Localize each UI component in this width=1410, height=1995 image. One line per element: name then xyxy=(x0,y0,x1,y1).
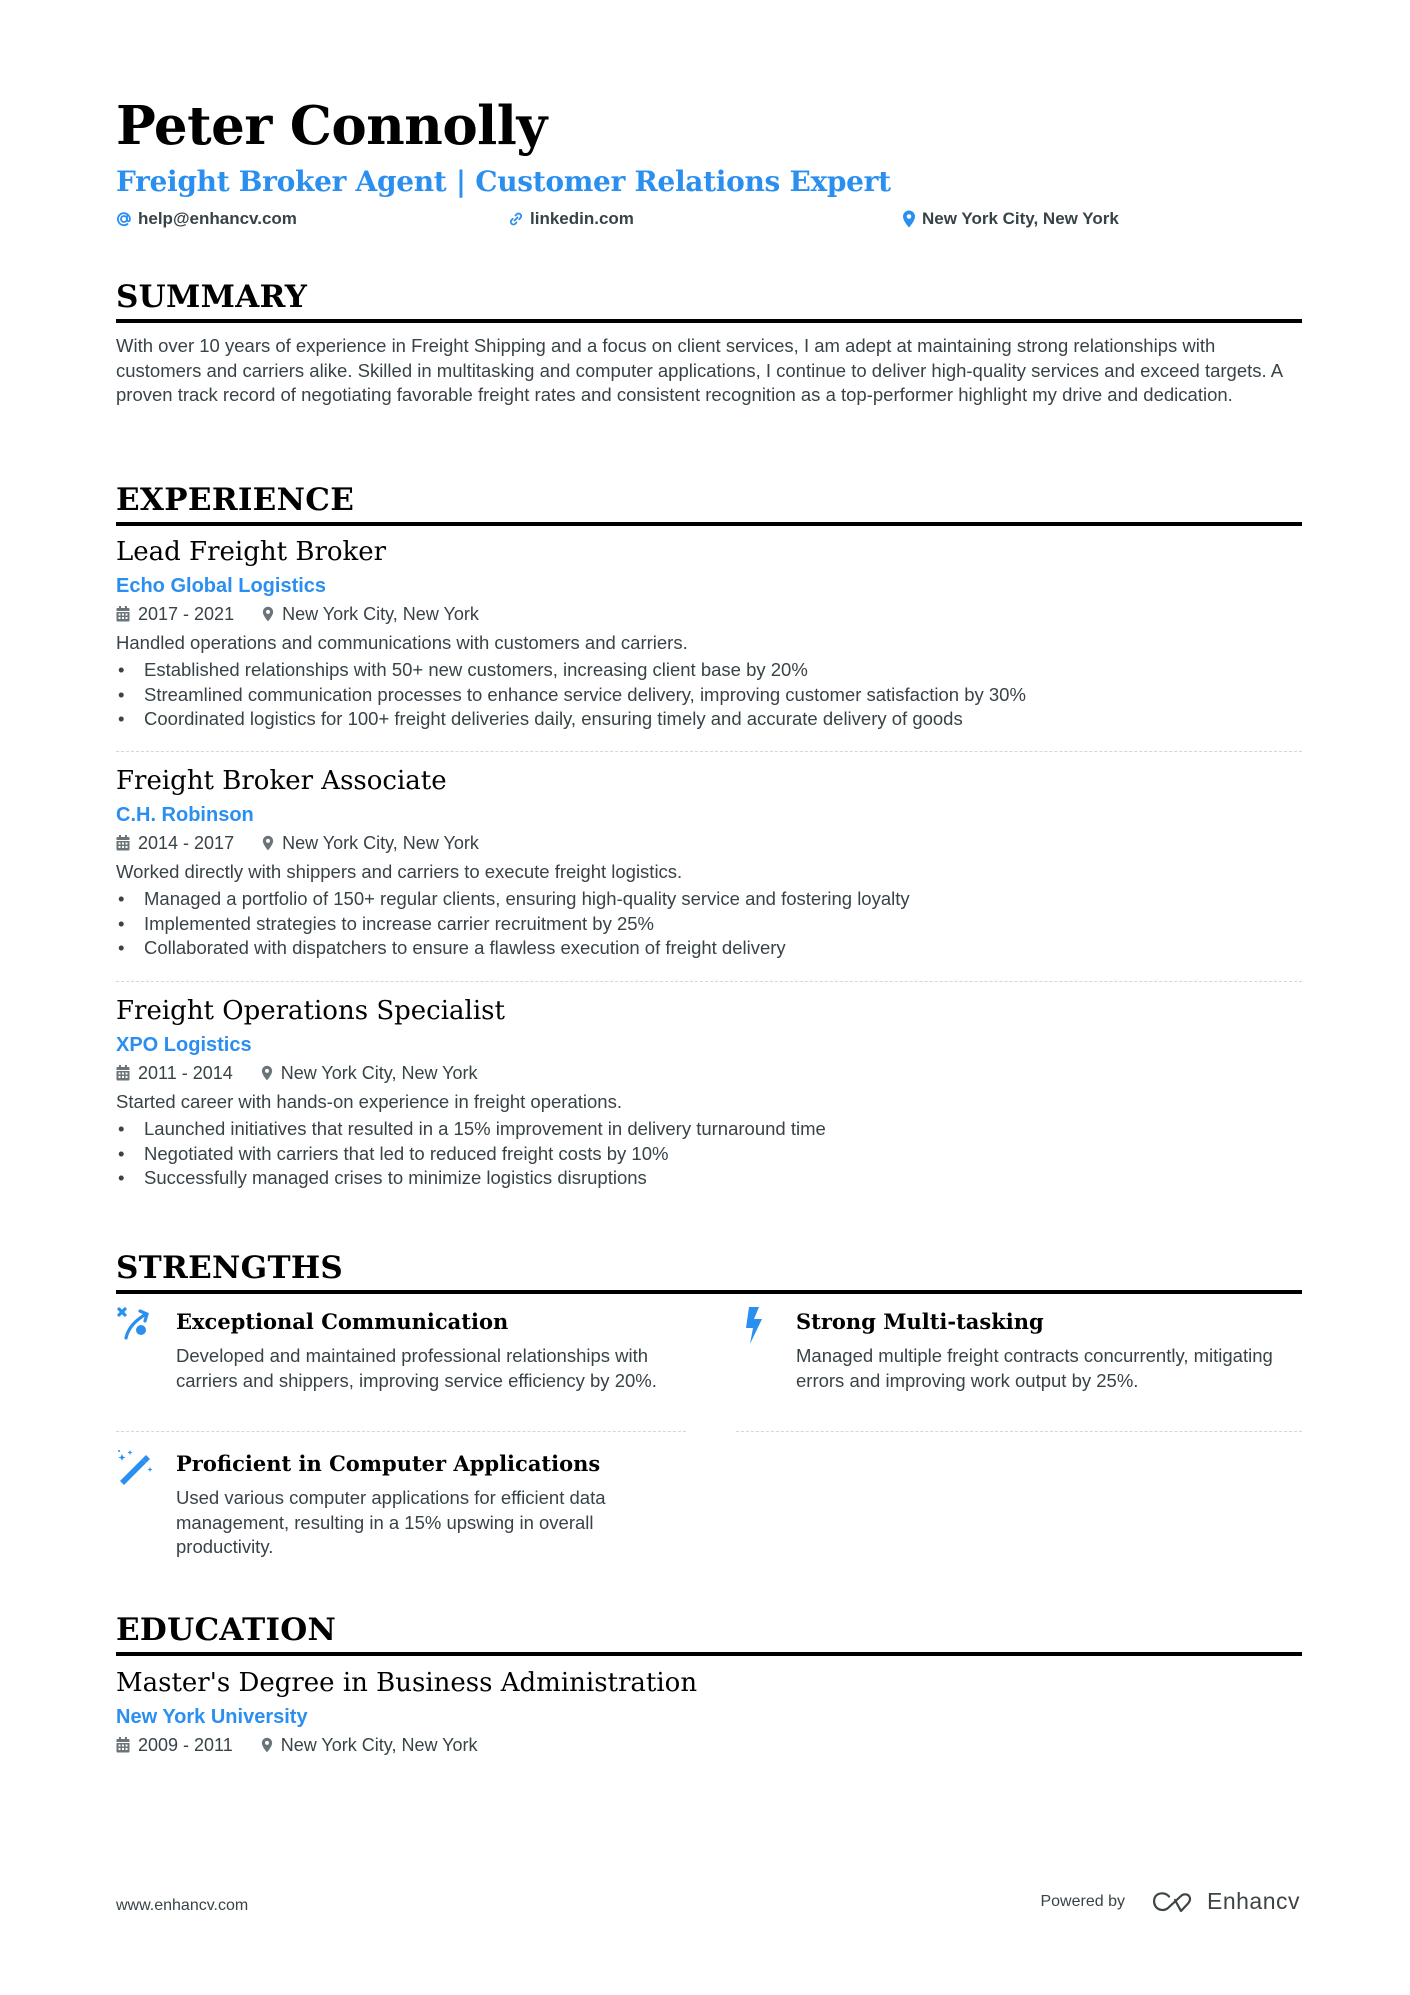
job-title: Freight Operations Specialist xyxy=(116,996,505,1026)
summary-heading: SUMMARY xyxy=(116,282,1302,323)
contact-linkedin[interactable] xyxy=(508,209,634,229)
bullet-item: • Managed a portfolio of 150+ regular clients, ensuring high-quality service and fostering loyalty xyxy=(116,887,1302,912)
lightning-bolt-icon xyxy=(736,1306,776,1346)
strengths-heading: STRENGTHS xyxy=(116,1253,1302,1294)
company-name[interactable]: XPO Logistics xyxy=(116,1034,252,1056)
job-meta xyxy=(116,602,1302,626)
strength-description: Developed and maintained professional relationships with carriers and shippers, improving service efficiency by 20%. xyxy=(176,1345,657,1391)
job-title: Lead Freight Broker xyxy=(116,537,387,567)
company-name[interactable]: Echo Global Logistics xyxy=(116,575,327,597)
entry-divider xyxy=(116,981,1302,982)
summary-text: With over 10 years of experience in Freight Shipping and a focus on client services, I am adept at maintaining strong relationships with customers and carriers alike. Skilled in multitasking and computer applications, I continue to deliver high-quality services and exceed targets. A proven track record of negotiating favorable freight rates and consistent recognition as a top-performer highlight my drive and dedication. xyxy=(116,335,1283,405)
strength-title: Exceptional Communication xyxy=(176,1309,509,1334)
education-dates: 2009 - 2011 xyxy=(138,1735,233,1755)
school-name[interactable]: New York University xyxy=(116,1706,308,1728)
linkedin-text: linkedin.com xyxy=(530,209,634,228)
enhancv-infinity-icon xyxy=(1151,1890,1197,1914)
education-location: New York City, New York xyxy=(280,1735,478,1755)
strength-title: Strong Multi-tasking xyxy=(796,1309,1044,1334)
location-text: New York City, New York xyxy=(922,209,1119,228)
bullet-item: • Implemented strategies to increase carrier recruitment by 25% xyxy=(116,912,1302,937)
calendar-icon xyxy=(116,835,130,851)
contact-bar xyxy=(116,209,1302,233)
email-text: help@enhancv.com xyxy=(138,209,297,228)
job-dates: 2011 - 2014 xyxy=(138,1063,233,1083)
candidate-title: Freight Broker Agent | Customer Relations Expert xyxy=(116,165,891,198)
strategy-icon xyxy=(116,1306,156,1346)
job-description: Worked directly with shippers and carriers to execute freight logistics. xyxy=(116,861,683,882)
bullet-item: • Streamlined communication processes to enhance service delivery, improving customer satisfaction by 30% xyxy=(116,683,1302,708)
map-pin-icon xyxy=(902,210,916,228)
job-meta xyxy=(116,1061,1302,1085)
entry-divider xyxy=(116,751,1302,752)
job-location: New York City, New York xyxy=(280,1063,478,1083)
job-dates: 2017 - 2021 xyxy=(138,604,235,624)
brand-name: Enhancv xyxy=(1206,1888,1300,1914)
experience-entry xyxy=(116,536,1302,732)
job-title: Freight Broker Associate xyxy=(116,766,447,796)
experience-entry xyxy=(116,995,1302,1191)
job-meta xyxy=(116,831,1302,855)
strength-divider xyxy=(736,1431,1302,1432)
map-pin-icon xyxy=(261,1065,273,1081)
map-pin-icon xyxy=(262,606,274,622)
magic-wand-icon xyxy=(116,1448,156,1488)
company-name[interactable]: C.H. Robinson xyxy=(116,804,254,826)
bullet-item: • Collaborated with dispatchers to ensure a flawless execution of freight delivery xyxy=(116,936,1302,961)
enhancv-logo[interactable] xyxy=(1151,1888,1300,1915)
job-location: New York City, New York xyxy=(282,604,479,624)
job-dates: 2014 - 2017 xyxy=(138,833,235,853)
strength-divider xyxy=(116,1431,686,1432)
bullet-item: • Negotiated with carriers that led to reduced freight costs by 10% xyxy=(116,1142,1302,1167)
link-icon xyxy=(508,211,524,227)
degree-title: Master's Degree in Business Administration xyxy=(116,1668,698,1698)
bullet-item: • Established relationships with 50+ new customers, increasing client base by 20% xyxy=(116,658,1302,683)
experience-heading: EXPERIENCE xyxy=(116,485,1302,526)
strength-description: Used various computer applications for efficient data management, resulting in a 15% upswing in overall productivity. xyxy=(176,1487,606,1557)
education-heading: EDUCATION xyxy=(116,1615,1302,1656)
calendar-icon xyxy=(116,606,130,622)
bullet-item: • Successfully managed crises to minimize logistics disruptions xyxy=(116,1166,1302,1191)
candidate-name: Peter Connolly xyxy=(116,95,547,157)
strength-description: Managed multiple freight contracts concurrently, mitigating errors and improving work output by 25%. xyxy=(796,1345,1273,1391)
map-pin-icon xyxy=(262,835,274,851)
contact-location xyxy=(902,209,1119,229)
at-sign-icon xyxy=(116,211,132,227)
job-bullets xyxy=(116,1117,1302,1191)
footer-branding xyxy=(1040,1888,1300,1915)
strength-title: Proficient in Computer Applications xyxy=(176,1451,601,1476)
footer-website-link[interactable]: www.enhancv.com xyxy=(116,1897,249,1914)
bullet-item: • Launched initiatives that resulted in a 15% improvement in delivery turnaround time xyxy=(116,1117,1302,1142)
calendar-icon xyxy=(116,1737,130,1753)
education-meta xyxy=(116,1733,1302,1757)
bullet-item: • Coordinated logistics for 100+ freight deliveries daily, ensuring timely and accurate delivery of goods xyxy=(116,707,1302,732)
job-description: Handled operations and communications with customers and carriers. xyxy=(116,632,688,653)
job-bullets xyxy=(116,887,1302,961)
experience-entry xyxy=(116,765,1302,961)
education-entry xyxy=(116,1667,1302,1757)
powered-by-label: Powered by xyxy=(1040,1892,1125,1910)
job-bullets xyxy=(116,658,1302,732)
job-description: Started career with hands-on experience in freight operations. xyxy=(116,1091,622,1112)
calendar-icon xyxy=(116,1065,130,1081)
contact-email[interactable] xyxy=(116,209,297,229)
job-location: New York City, New York xyxy=(282,833,479,853)
map-pin-icon xyxy=(261,1737,273,1753)
